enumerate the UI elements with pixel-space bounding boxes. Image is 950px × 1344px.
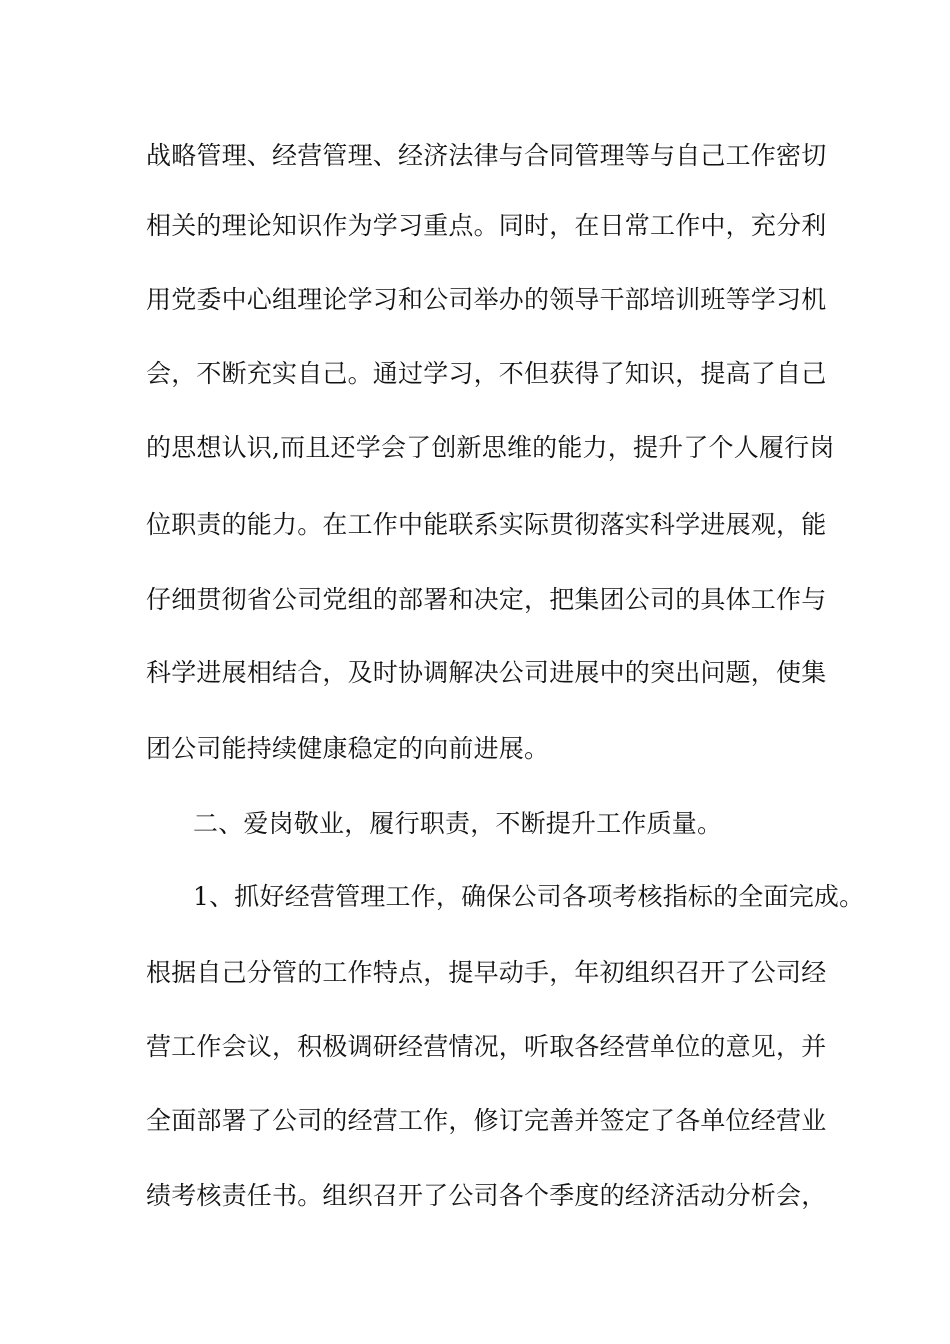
text-line-15: 绩考核责任书。组织召开了公司各个季度的经济活动分析会， bbox=[146, 1181, 827, 1210]
text-line-5: 的思想认识,而且还学会了创新思维的能力，提升了个人履行岗 bbox=[146, 433, 835, 462]
text-line-8: 科学进展相结合，及时协调解决公司进展中的突出问题，使集 bbox=[146, 658, 827, 687]
text-line-13: 营工作会议，积极调研经营情况，听取各经营单位的意见，并 bbox=[146, 1032, 827, 1061]
text-line-1: 战略管理、经营管理、经济法律与合同管理等与自己工作密切 bbox=[146, 141, 827, 170]
text-line-4: 会，不断充实自己。通过学习，不但获得了知识，提高了自己 bbox=[146, 359, 827, 388]
text-line-2: 相关的理论知识作为学习重点。同时，在日常工作中，充分利 bbox=[146, 211, 827, 240]
text-line-3: 用党委中心组理论学习和公司举办的领导干部培训班等学习机 bbox=[146, 285, 827, 314]
text-line-9: 团公司能持续健康稳定的向前进展。 bbox=[146, 734, 550, 763]
text-line-7: 仔细贯彻省公司党组的部署和决定，把集团公司的具体工作与 bbox=[146, 585, 827, 614]
text-line-12: 根据自己分管的工作特点，提早动手，年初组织召开了公司经 bbox=[146, 958, 827, 987]
text-line-6: 位职责的能力。在工作中能联系实际贯彻落实科学进展观，能 bbox=[146, 510, 827, 539]
text-line-14: 全面部署了公司的经营工作，修订完善并签定了各单位经营业 bbox=[146, 1106, 827, 1135]
section-heading: 二、爱岗敬业，履行职责，不断提升工作质量。 bbox=[193, 809, 723, 838]
subsection-heading: 1、抓好经营管理工作，确保公司各项考核指标的全面完成。 bbox=[193, 882, 865, 911]
